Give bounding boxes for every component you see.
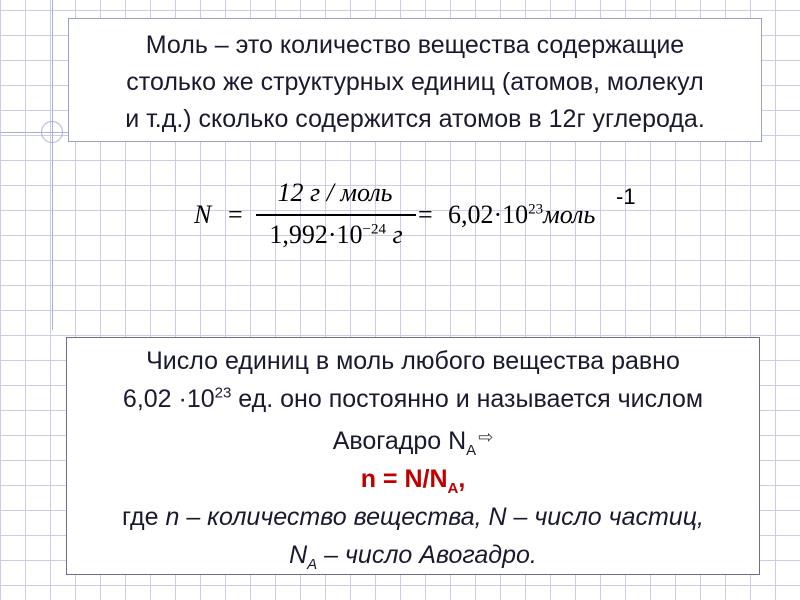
na-definition-text: – число Авогадро. [317,541,537,569]
result-unit: моль [543,200,596,229]
result-mantissa: 6,02 [448,200,494,229]
notebook-margin-circle [41,121,63,143]
formula-result [448,200,595,230]
denominator-dot-ten: ·10 [327,220,363,249]
notebook-margin-line [52,0,53,330]
avogadro-line-6 [75,536,751,574]
result-unit-exponent: -1 [616,184,636,209]
n-formula-subscript: A [447,480,459,497]
formula-denominator [256,220,416,250]
formula-lhs: N [194,200,212,229]
where-text: где [122,503,166,531]
definition-line-3: и т.д.) сколько содержится атомов в 12г углерода. [125,105,705,133]
formula-numerator: 12 г / моль [277,178,393,207]
avogadro-line-5 [75,498,751,536]
definition-box [68,18,762,142]
formula-equals-2: = [418,200,433,229]
na-text: N [289,541,308,569]
definition-line-1: Моль – это количество вещества содержащие [145,31,685,59]
definitions-text: n – количество вещества, N – число частиц, [165,503,704,531]
result-dot-ten: ·10 [493,200,529,229]
avogadro-line-1: Число единиц в моль любого вещества равно [146,347,680,375]
avogadro-formula [190,178,660,258]
avogadro-number-text: 6,02 ·10 [122,385,215,413]
avogadro-subscript: A [466,442,477,459]
avogadro-formula-line [75,460,751,498]
avogadro-line-3 [75,418,751,460]
arrow-right-icon: ⇨ [478,427,494,447]
denominator-exponent: −24 [362,221,386,238]
definition-line-2: столько же структурных единиц (атомов, молекул [126,68,704,96]
n-formula-comma: , [458,465,466,493]
na-subscript: A [307,556,318,573]
avogadro-number-exponent: 23 [214,384,232,402]
denominator-mantissa: 1,992 [269,220,328,249]
n-formula-text: n = N/N [360,465,448,493]
formula-fraction-bar [256,214,416,216]
avogadro-line-2 [75,380,751,418]
avogadro-line-2-rest: ед. оно постоянно и называется числом [231,385,704,413]
formula-equals-1: = [228,200,243,229]
avogadro-name-text: Авогадро N [332,427,467,455]
avogadro-box [66,337,760,575]
denominator-unit: г [392,220,403,249]
result-exponent: 23 [528,201,544,218]
